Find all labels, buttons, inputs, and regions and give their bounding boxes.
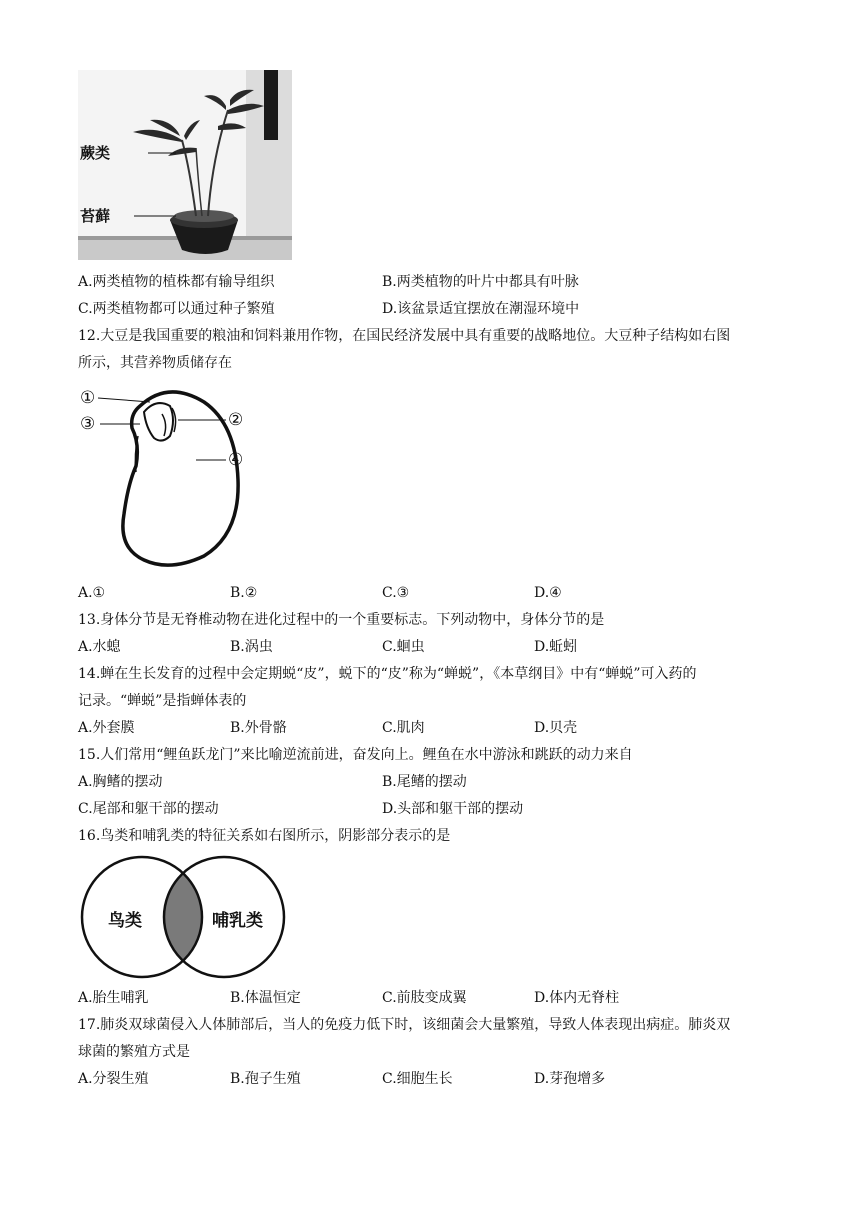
q14-option-a[interactable]: A.外套膜 [78, 720, 135, 736]
q12-stem-line1: 12.大豆是我国重要的粮油和饲料兼用作物，在国民经济发展中具有重要的战略地位。大豆种子结构如右图 [78, 328, 731, 344]
q14-stem-line2: 记录。“蝉蜕”是指蝉体表的 [78, 693, 247, 709]
soybean-seed-figure [78, 384, 258, 570]
q12-option-b[interactable]: B.② [230, 585, 258, 601]
q12-stem-line2: 所示，其营养物质储存在 [78, 355, 232, 371]
q11-option-c[interactable]: C.两类植物都可以通过种子繁殖 [78, 301, 275, 317]
q15-stem-line1: 15.人们常用“鲤鱼跃龙门”来比喻逆流前进，奋发向上。鲤鱼在水中游泳和跳跃的动力来自 [78, 747, 633, 763]
q15-option-b[interactable]: B.尾鳍的摆动 [382, 774, 467, 790]
q14-option-c[interactable]: C.肌肉 [382, 720, 425, 736]
bonsai-photo [78, 70, 292, 260]
q15-option-c[interactable]: C.尾部和躯干部的摆动 [78, 801, 219, 817]
q11-option-d[interactable]: D.该盆景适宜摆放在潮湿环境中 [382, 301, 580, 317]
venn-label-mammals: 哺乳类 [212, 911, 263, 931]
q13-stem-line1: 13.身体分节是无脊椎动物在进化过程中的一个重要标志。下列动物中，身体分节的是 [78, 612, 605, 628]
q17-option-c[interactable]: C.细胞生长 [382, 1071, 453, 1087]
q14-option-b[interactable]: B.外骨骼 [230, 720, 287, 736]
moss-label: 苔藓 [80, 207, 111, 225]
q15-option-d[interactable]: D.头部和躯干部的摆动 [382, 801, 524, 817]
q17-option-b[interactable]: B.孢子生殖 [230, 1071, 301, 1087]
q13-option-d[interactable]: D.蚯蚓 [534, 639, 578, 655]
q16-option-a[interactable]: A.胎生哺乳 [78, 990, 149, 1006]
q16-stem-line1: 16.鸟类和哺乳类的特征关系如右图所示，阴影部分表示的是 [78, 828, 451, 844]
seed-label-2: ② [228, 410, 244, 430]
fern-moss-figure [78, 70, 292, 260]
venn-diagram-figure [78, 852, 288, 982]
q15-option-a[interactable]: A.胸鳍的摆动 [78, 774, 163, 790]
q13-option-a[interactable]: A.水螅 [78, 639, 121, 655]
q16-option-b[interactable]: B.体温恒定 [230, 990, 301, 1006]
q12-option-c[interactable]: C.③ [382, 585, 410, 601]
q13-option-c[interactable]: C.蛔虫 [382, 639, 425, 655]
q13-option-b[interactable]: B.涡虫 [230, 639, 273, 655]
q12-option-a[interactable]: A.① [78, 585, 106, 601]
q17-option-d[interactable]: D.芽孢增多 [534, 1071, 606, 1087]
q14-option-d[interactable]: D.贝壳 [534, 720, 578, 736]
q14-stem-line1: 14.蝉在生长发育的过程中会定期蜕“皮”，蜕下的“皮”称为“蝉蜕”，《本草纲目》中有“蝉蜕”可入药的 [78, 666, 697, 682]
q16-option-c[interactable]: C.前肢变成翼 [382, 990, 467, 1006]
venn-label-birds: 鸟类 [108, 911, 142, 931]
q11-option-a[interactable]: A.两类植物的植株都有输导组织 [78, 274, 275, 290]
fern-label: 蕨类 [80, 144, 111, 162]
q16-option-d[interactable]: D.体内无脊柱 [534, 990, 620, 1006]
seed-label-3: ③ [80, 414, 96, 434]
seed-label-4: ④ [228, 450, 244, 470]
q11-option-b[interactable]: B.两类植物的叶片中都具有叶脉 [382, 274, 579, 290]
q17-stem-line1: 17.肺炎双球菌侵入人体肺部后，当人的免疫力低下时，该细菌会大量繁殖，导致人体表现出病症。肺炎双 [78, 1017, 731, 1033]
q17-stem-line2: 球菌的繁殖方式是 [78, 1044, 190, 1060]
seed-label-1: ① [80, 388, 96, 408]
q17-option-a[interactable]: A.分裂生殖 [78, 1071, 149, 1087]
q12-option-d[interactable]: D.④ [534, 585, 562, 601]
